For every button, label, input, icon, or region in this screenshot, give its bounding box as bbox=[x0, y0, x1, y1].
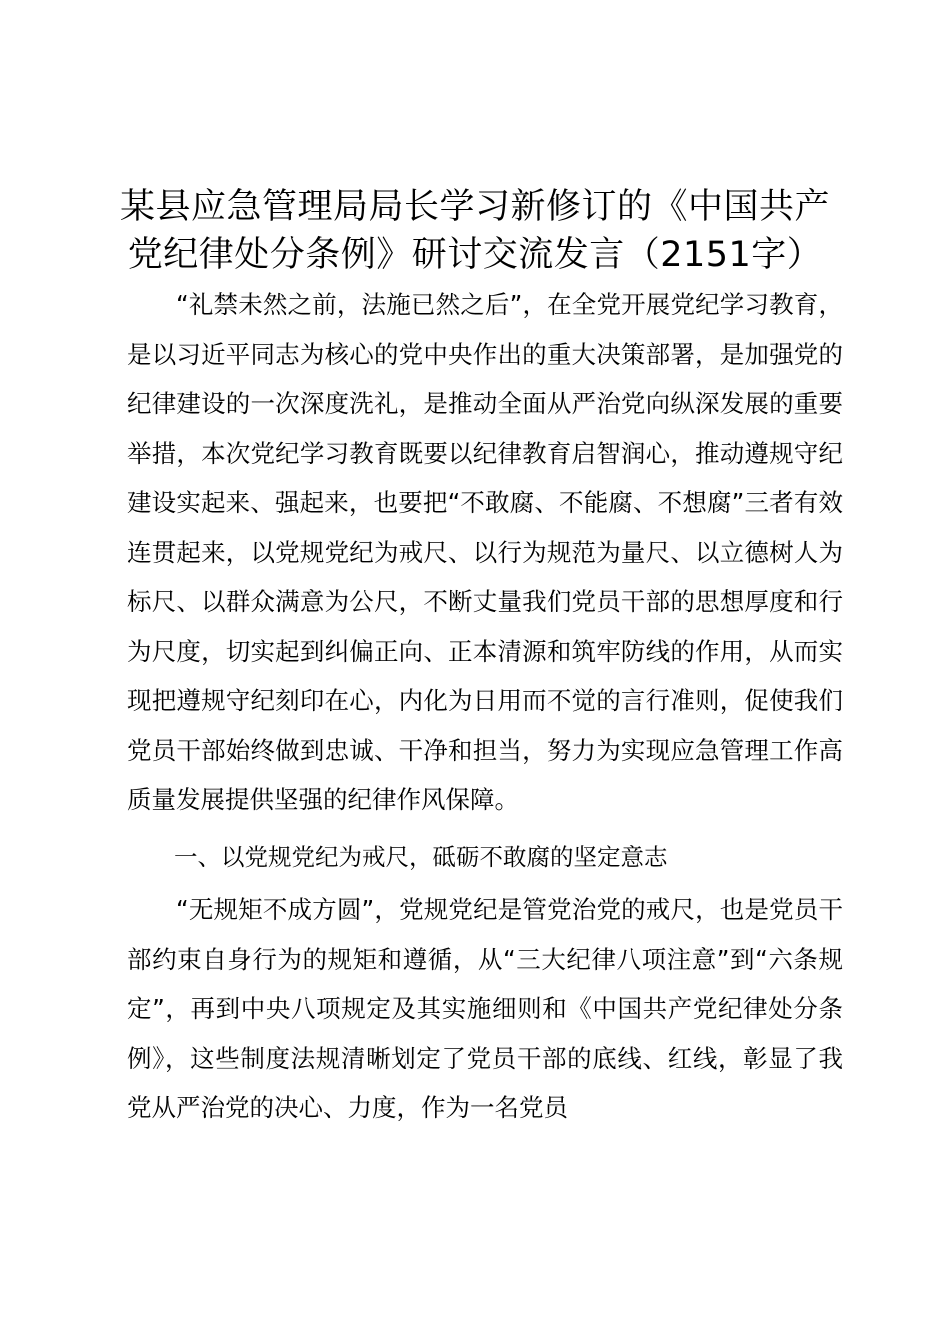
section-heading-1: 一、以党规党纪为戒尺，砥砺不敢腐的坚定意志 bbox=[174, 842, 668, 871]
title-line-1: 某县应急管理局局长学习新修订的《中国共产 bbox=[119, 187, 830, 228]
document-title bbox=[110, 183, 840, 279]
section-1-paragraph: “无规矩不成方圆”，党规党纪是管党治党的戒尺，也是党员干部约束自身行为的规矩和遵循，从“三大纪律八项注意”到“六条规定”，再到中央八项规定及其实施细则和《中国共产党纪律处分条例》，这些制度法规清晰划定了党员干部的底线、红线，彰显了我党从严治党的决心、力度，作为一名党员 bbox=[127, 895, 843, 1122]
intro-paragraph: “礼禁未然之前，法施已然之后”，在全党开展党纪学习教育，是以习近平同志为核心的党中央作出的重大决策部署，是加强党的纪律建设的一次深度洗礼，是推动全面从严治党向纵深发展的重要举措，本次党纪学习教育既要以纪律教育启智润心，推动遵规守纪建设实起来、强起来，也要把“不敢腐、不能腐、不想腐”三者有效连贯起来，以党规党纪为戒尺、以行为规范为量尺、以立德树人为标尺、以群众满意为公尺，不断丈量我们党员干部的思想厚度和行为尺度，切实起到纠偏正向、正本清源和筑牢防线的作用，从而实现把遵规守纪刻印在心，内化为日用而不觉的言行准则，促使我们党员干部始终做到忠诚、干净和担当，努力为实现应急管理工作高质量发展提供坚强的纪律作风保障。 bbox=[127, 290, 843, 814]
title-line-2: 党纪律处分条例》研讨交流发言（2151字） bbox=[127, 235, 823, 276]
document-body bbox=[127, 280, 843, 1133]
